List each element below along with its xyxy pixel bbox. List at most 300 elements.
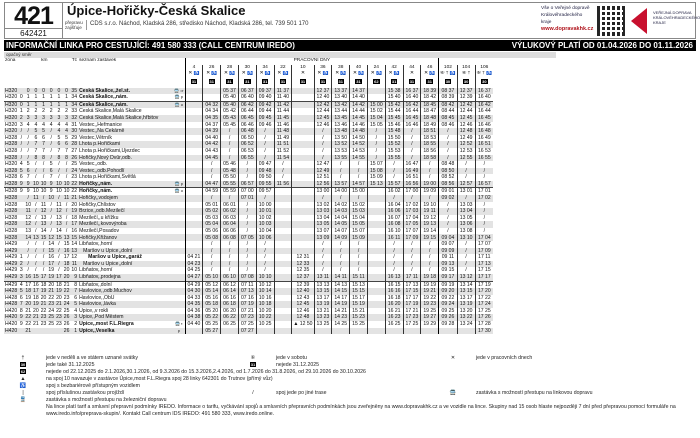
km-cell: 5 <box>65 134 68 141</box>
footnote-code-badge: 31 <box>262 79 268 85</box>
stop-name[interactable]: Maršov u Úpice,,dolní <box>78 248 173 255</box>
legend-text: nejede od 22.12.2025 do 2.1.2026,30.1.2026, od 9.3.2026 do 15.3.2026,2.4.2026, od 1.7.2026 do 31.8.2026, od 29.10.2026 do 30.10.2026 <box>46 369 366 375</box>
spacer <box>4 71 185 78</box>
km-cell: / <box>24 128 32 135</box>
departure-time: 09 20 <box>439 288 458 295</box>
stop-name[interactable]: Havlovice,,ObÚ <box>79 294 115 301</box>
stop-name[interactable]: Úpice,,Veselka <box>78 328 173 335</box>
stop-name[interactable]: Hořičky,Chlístov <box>79 201 116 208</box>
stop-name[interactable]: Vestec,Větrník <box>79 134 112 141</box>
trip-symbols: ✕ ♿ <box>203 71 221 78</box>
stop-name[interactable]: Úpice,,v rokli <box>79 307 109 314</box>
departure-time: / <box>439 141 458 148</box>
departure-time <box>292 115 314 122</box>
departure-time: 12 48 <box>292 314 314 321</box>
transfer-icon <box>173 155 185 162</box>
departure-time: 17 01 <box>475 188 493 195</box>
stop-name[interactable]: Úpice,,most F.L.Riegra <box>79 321 134 328</box>
transfer-icon: 🚍 ▪ <box>175 321 183 327</box>
table-row <box>4 161 493 168</box>
legend-text: spoj s bezbariérově přístupným vozidlem <box>46 383 140 389</box>
departure-time: 05 50 <box>221 174 239 181</box>
trip-symbols: ✕ ♿ <box>421 71 439 78</box>
departure-time: 16 56 <box>403 181 421 188</box>
legend-symbol: / <box>252 390 254 396</box>
departure-time: / <box>421 254 439 261</box>
stop-name[interactable]: Česká Skalice,,žel.st. <box>78 88 173 95</box>
km-cell: 22 <box>25 321 32 328</box>
stop-name[interactable]: Libňatov,,horní <box>79 241 113 248</box>
stop-name[interactable]: Vestec,,odb.Pohodlí <box>78 168 173 175</box>
departure-time: 16 02 <box>385 188 403 195</box>
departure-time: 17 25 <box>403 321 421 328</box>
departure-time: / <box>203 195 221 202</box>
tc-cell: 6 <box>74 294 78 301</box>
departure-time: 12 53 <box>457 148 475 155</box>
departure-time: 15 00 <box>367 101 385 108</box>
transfer-icon <box>173 248 185 255</box>
trip-number: 42 <box>385 65 403 72</box>
departure-time: / <box>403 128 421 135</box>
transfer-icon: p <box>173 328 185 335</box>
departure-time: / <box>367 135 385 142</box>
trip-number-row <box>4 65 493 72</box>
departure-time: / <box>203 174 221 181</box>
tc-cell: 14 <box>71 241 78 248</box>
departure-time: 05 40 <box>221 101 239 108</box>
stop-name[interactable]: Česká Skalice,,nám. <box>78 101 173 108</box>
departure-time: 09 15 <box>439 267 458 274</box>
departure-time: 13 50 <box>332 135 350 142</box>
km-cell: / <box>42 161 45 168</box>
departure-time: 16 45 <box>475 115 493 122</box>
km-cell: 21 <box>33 314 39 321</box>
km-cell: 3 <box>40 115 48 122</box>
tc-cell: 30 <box>71 128 78 135</box>
departure-time <box>203 94 221 101</box>
departure-time: / <box>457 248 475 255</box>
departure-time: 16 21 <box>385 308 403 315</box>
departure-time: 13 22 <box>457 314 475 321</box>
departure-time: 13 06 <box>457 221 475 228</box>
table-row <box>4 301 493 308</box>
departure-time <box>185 148 203 155</box>
stop-name[interactable]: Česká Skalice,,nám. <box>79 94 128 101</box>
km-cell <box>32 328 40 335</box>
km-cell: / <box>18 155 24 162</box>
departure-time: 12 49 <box>314 168 332 175</box>
km-cell: 9 <box>19 188 23 195</box>
departure-time: 06 20 <box>221 308 239 315</box>
stop-name[interactable]: Hořičky,Nový Dvůr,odb. <box>78 155 173 162</box>
tc-cell: 26 <box>71 154 78 161</box>
spacer <box>4 78 185 88</box>
departure-time: 13 57 <box>332 181 350 188</box>
table-row <box>4 321 493 328</box>
departure-time: 08 44 <box>439 108 458 115</box>
km-cell: 4 <box>63 128 71 135</box>
departure-time: / <box>403 141 421 148</box>
departure-time: / <box>238 215 256 222</box>
departure-time: 09 26 <box>439 314 458 321</box>
departure-time <box>185 195 203 202</box>
stop-name[interactable]: Česká Skalice,Malá Skalice,hřbitov <box>78 115 173 122</box>
km-cell: 22 <box>25 314 32 321</box>
departure-time: 10 22 <box>256 314 274 321</box>
table-row <box>4 168 493 175</box>
departure-time: / <box>221 155 239 162</box>
departure-time: 16 42 <box>403 101 421 108</box>
departure-time <box>185 215 203 222</box>
km-cell: 17 <box>33 288 39 295</box>
departure-time <box>350 328 368 335</box>
legend-text: jede v sobotu <box>276 355 307 361</box>
km-cell: 18 <box>63 260 70 267</box>
km-cell: 1 <box>55 101 63 108</box>
trip-number: 10 <box>292 65 314 72</box>
departure-time: 16 20 <box>385 301 403 308</box>
departure-time: 11 40 <box>274 94 292 101</box>
transfer-icon <box>173 308 185 315</box>
stop-name[interactable]: Vestec,,Heřmanice <box>79 121 122 128</box>
departure-time: 19 21 <box>421 288 439 295</box>
departure-time: 13 03 <box>457 202 475 209</box>
km-cell: 5 <box>32 128 40 135</box>
departure-time: 08 39 <box>439 94 458 101</box>
trip-symbols: ✕ ♿ <box>314 71 332 78</box>
departure-time: 07 00 <box>238 188 256 195</box>
departure-time: 19 25 <box>421 308 439 315</box>
departure-time: 16 45 <box>403 115 421 122</box>
info-line-1: Vše o Veřejné dopravě <box>541 6 590 11</box>
stop-name[interactable]: Havlovice,,odb.Muchov <box>78 288 173 295</box>
stop-name[interactable]: Hořičky,,nám. <box>78 188 173 195</box>
departure-time: 17 23 <box>403 314 421 321</box>
km-cell: 16 <box>25 274 32 281</box>
stop-name[interactable]: Libňatov,,prodejna <box>78 274 173 281</box>
departure-time: 09 09 <box>439 248 458 255</box>
km-cell: / <box>32 168 40 175</box>
tc-cell: 11 <box>71 260 78 267</box>
km-cell: / <box>20 134 22 141</box>
zone-cell: H320 <box>5 121 18 128</box>
trip-symbols: ✕ ♿ <box>332 71 350 78</box>
km-cell: 6 <box>63 141 71 148</box>
carrier-label: přepravu zajišťuje <box>65 20 87 30</box>
km-cell: / <box>32 208 40 215</box>
departure-time: 14 15 <box>332 288 350 295</box>
departure-time: 14 17 <box>332 295 350 302</box>
departure-time <box>367 301 385 308</box>
km-cell: 3 <box>19 121 23 128</box>
trip-code <box>421 78 439 88</box>
departure-time: 15 05 <box>350 221 368 228</box>
departure-time: 06 57 <box>238 181 256 188</box>
trip-code <box>221 78 239 88</box>
footnote-code-badge: 30 <box>445 79 451 85</box>
departure-time <box>274 288 292 295</box>
km-cell: 21 <box>40 301 47 308</box>
transfer-icon <box>173 254 185 261</box>
km-cell: 12 <box>25 214 32 221</box>
stop-name[interactable]: Hořičky,,nám. <box>78 181 173 188</box>
km-cell: 15 <box>63 241 70 248</box>
departure-time <box>185 108 203 115</box>
tc-cell: 15 <box>71 234 78 241</box>
departure-time <box>292 202 314 209</box>
stop-name[interactable]: Mezilečí,Posadov <box>79 227 119 234</box>
departure-time: 07 13 <box>238 288 256 295</box>
km-cell: 4 <box>57 121 61 128</box>
departure-time: 13 23 <box>314 314 332 321</box>
departure-time: 13 17 <box>457 295 475 302</box>
km-cell: 20 <box>63 274 70 281</box>
departure-time: / <box>403 254 421 261</box>
stop-name[interactable]: Maršov u Úpice,,garáž <box>88 254 142 261</box>
departure-time <box>274 195 292 202</box>
km-cell: 3 <box>24 115 32 122</box>
stop-name[interactable]: Mezilečí,,u křížku <box>79 214 119 221</box>
stop-name[interactable]: Česká Skalice,Malá Skalice <box>79 108 142 115</box>
departure-time: 16 51 <box>475 141 493 148</box>
departure-time <box>274 248 292 255</box>
stop-name[interactable]: Mezilečí,,kovovýroba <box>78 221 173 228</box>
km-cell: 20 <box>40 294 47 301</box>
footnote-code-badge: 62 <box>20 369 26 374</box>
km-cell: 1 <box>32 101 40 108</box>
qr-code-icon[interactable] <box>597 6 627 36</box>
stop-name[interactable]: Havlovice,,lávka <box>78 301 173 308</box>
departure-time: / <box>274 168 292 175</box>
departure-time: / <box>457 254 475 261</box>
tc-cell: 35 <box>71 87 78 94</box>
departure-time: / <box>203 267 221 274</box>
footnote-code-badge: 31 <box>427 79 432 85</box>
departure-time: / <box>421 267 439 274</box>
trip-code <box>385 78 403 88</box>
departure-time: 05 04 <box>203 221 221 228</box>
departure-time: 18 42 <box>421 94 439 101</box>
trip-symbols: ✕ ♿ <box>238 71 256 78</box>
departure-time: 14 25 <box>332 321 350 328</box>
departure-time: / <box>256 148 274 155</box>
tc-cell: 2 <box>74 321 78 328</box>
departure-time <box>367 254 385 261</box>
table-row <box>4 202 493 209</box>
departure-time: 09 44 <box>256 108 274 115</box>
departure-time: 17 22 <box>475 295 493 302</box>
departure-time <box>292 221 314 228</box>
trip-number: 40 <box>350 65 368 72</box>
departure-time: / <box>457 195 475 202</box>
departure-time: 14 48 <box>350 128 368 135</box>
transfer-icon <box>173 135 185 142</box>
km-cell: 3 <box>63 115 71 122</box>
departure-time: 16 46 <box>475 122 493 129</box>
departure-time: / <box>475 174 493 181</box>
stop-name[interactable]: Libňatov,,dolní <box>78 281 173 288</box>
km-cell: 4 <box>26 121 30 128</box>
km-cell: 6 <box>47 168 55 175</box>
departure-time: 15 46 <box>385 122 403 129</box>
trip-code <box>314 78 332 88</box>
trip-number: 104 <box>457 65 475 72</box>
trip-number: 28 <box>221 65 239 72</box>
trip-code <box>403 78 421 88</box>
km-cell: 0 <box>19 94 23 101</box>
departure-time: / <box>256 261 274 268</box>
km-cell: 12 <box>25 221 32 228</box>
table-row <box>4 195 493 202</box>
km-cell: / <box>35 241 37 248</box>
departure-time: 15 11 <box>350 274 368 281</box>
departure-time <box>185 181 203 188</box>
stop-name[interactable]: Brzice,,odb.Mezilečí <box>78 208 173 215</box>
km-cell: / <box>24 195 32 202</box>
stop-name[interactable]: Libňatov,,horní <box>79 267 113 274</box>
departure-time: 15 50 <box>385 135 403 142</box>
km-cell: / <box>55 261 63 268</box>
stop-name[interactable]: Vestec,,Na Čekárně <box>78 128 173 135</box>
departure-time <box>274 274 292 281</box>
departure-time <box>292 161 314 168</box>
departure-time <box>274 295 292 302</box>
transfer-icon <box>173 301 185 308</box>
stop-name[interactable]: Lhota p.Hořičkami,Újezdec <box>79 147 140 154</box>
departure-time: 04 30 <box>185 288 203 295</box>
km-cell: / <box>32 248 40 255</box>
departure-time: 17 28 <box>475 321 493 328</box>
departure-time: 07 08 <box>238 274 256 281</box>
departure-time: 12 35 <box>292 267 314 274</box>
stop-name[interactable]: Lhota p.Hořičkami <box>78 141 173 148</box>
departure-time: 05 02 <box>203 208 221 215</box>
km-cell: / <box>42 254 45 261</box>
departure-time: 12 39 <box>292 281 314 288</box>
km-cell: 5 <box>19 288 23 295</box>
table-row <box>4 108 493 115</box>
km-cell: / <box>58 267 60 274</box>
info-line-2: Královéhradeckého kraje <box>541 13 583 25</box>
stop-name[interactable]: Maršov u Úpice,,dolní <box>78 261 173 268</box>
departure-time: / <box>457 261 475 268</box>
footnote-code-badge: 30 <box>20 362 26 367</box>
tc-cell: 13 <box>71 247 78 254</box>
departure-time: 09 46 <box>256 122 274 129</box>
km-cell: 17 <box>63 254 70 261</box>
km-cell: / <box>63 168 71 175</box>
departure-time: 13 37 <box>332 88 350 95</box>
departure-time: / <box>385 267 403 274</box>
km-cell: / <box>50 134 52 141</box>
km-cell: 23 <box>56 321 62 328</box>
departure-time: / <box>238 161 256 168</box>
departure-time: / <box>475 202 493 209</box>
km-cell: / <box>18 128 24 135</box>
departure-time: / <box>403 135 421 142</box>
departure-time <box>292 328 314 335</box>
stop-name[interactable]: Úpice,,Pod Městem <box>78 314 173 321</box>
km-cell: / <box>55 168 63 175</box>
departure-time: 04 42 <box>203 141 221 148</box>
departure-time: 06 03 <box>221 215 239 222</box>
km-cell: / <box>27 147 29 154</box>
departure-time <box>292 181 314 188</box>
zone-cell: H320 <box>5 115 18 122</box>
km-cell: 9 <box>19 321 23 328</box>
departure-time: 09 37 <box>256 88 274 95</box>
km-cell: 13 <box>56 214 62 221</box>
footnote-code-badge: 31 <box>280 79 286 85</box>
legend-symbol: ▲ <box>20 376 26 382</box>
departure-time: 15 13 <box>350 281 368 288</box>
zone-cell: H328 <box>5 234 18 241</box>
table-row <box>4 128 493 135</box>
website-link[interactable]: www.dopravakhk.cz <box>541 26 594 32</box>
km-cell: 7 <box>65 147 68 154</box>
departure-time: 15 07 <box>367 161 385 168</box>
km-cell: 4 <box>42 121 45 128</box>
departure-time: 05 45 <box>221 122 239 129</box>
stop-name[interactable]: Lhota p.Hořičkami,Světlá <box>79 174 136 181</box>
zone-cell: H429 <box>5 254 18 261</box>
departure-time <box>292 174 314 181</box>
departure-time <box>185 228 203 235</box>
km-cell: / <box>42 241 45 248</box>
departure-time: / <box>314 155 332 162</box>
km-cell: 23 <box>56 314 62 321</box>
km-cell: / <box>42 174 45 181</box>
trip-symbols: ✕ ♿ <box>274 71 292 78</box>
stop-name[interactable]: Vestec,,odb. <box>79 161 108 168</box>
tc-cell: 5 <box>70 301 78 308</box>
trip-code <box>367 78 385 88</box>
km-cell: 4 <box>49 121 53 128</box>
departure-time <box>367 295 385 302</box>
departure-time <box>292 148 314 155</box>
km-cell: 5 <box>49 161 53 168</box>
departure-time: 10 10 <box>256 274 274 281</box>
departure-time: 12 43 <box>292 295 314 302</box>
km-cell: 10 <box>33 180 39 187</box>
departure-time: 13 14 <box>457 281 475 288</box>
departure-time: / <box>238 174 256 181</box>
stop-name[interactable]: Hořičky,,vodojem <box>78 195 173 202</box>
departure-time: / <box>238 202 256 209</box>
departure-time <box>332 328 350 335</box>
departure-time: / <box>332 241 350 248</box>
km-cell: / <box>35 214 37 221</box>
departure-time: 15 09 <box>367 174 385 181</box>
km-cell: / <box>24 155 32 162</box>
zone-cell: H320 <box>5 101 18 108</box>
departure-time: 13 52 <box>332 141 350 148</box>
km-cell: 6 <box>19 174 23 181</box>
stop-name[interactable]: Hořičky,Křižanov <box>78 234 173 241</box>
trip-code <box>439 78 458 88</box>
departure-time <box>185 155 203 162</box>
departure-time: 15 02 <box>350 202 368 209</box>
departure-time: 09 47 <box>256 161 274 168</box>
departure-time: 14 57 <box>350 181 368 188</box>
departure-time: 04 35 <box>203 115 221 122</box>
km-cell: 9 <box>47 188 55 195</box>
departure-time: 13 04 <box>457 208 475 215</box>
departure-time <box>185 241 203 248</box>
departure-time <box>367 234 385 241</box>
departure-time: / <box>350 248 368 255</box>
departure-time: 15 23 <box>350 314 368 321</box>
